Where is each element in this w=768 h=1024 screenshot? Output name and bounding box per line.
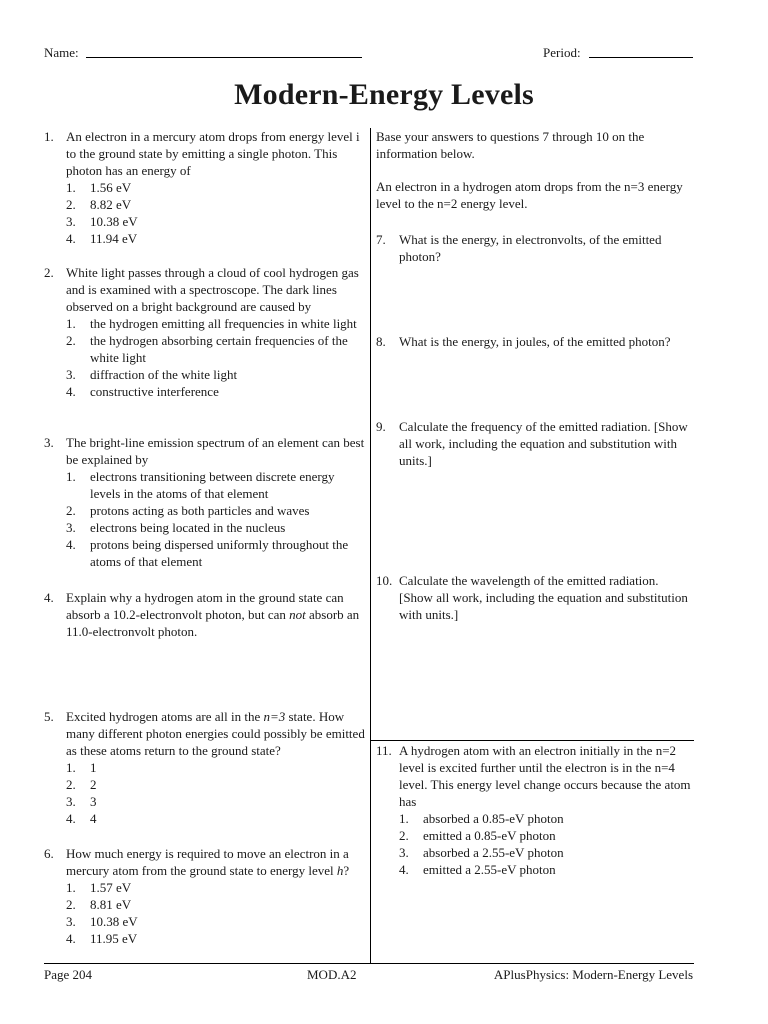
question-4 — [44, 589, 366, 640]
column-divider — [370, 128, 371, 963]
question-number: 8. — [376, 334, 386, 349]
question-9 — [376, 418, 694, 469]
answer-option[interactable]: 1. absorbed a 0.85-eV photon — [399, 811, 564, 826]
intro-scenario: An electron in a hydrogen atom drops from the n=3 energy level to the n=2 energy level. — [376, 179, 683, 211]
question-text: Explain why a hydrogen atom in the ground state can absorb a 10.2-electronvolt photon, but can not absorb an 11.0-electronvolt photon. — [66, 590, 360, 639]
answer-option[interactable]: 4. 4 — [66, 811, 97, 826]
question-text: A hydrogen atom with an electron initially in the n=2 level is excited further until the electron is in the n=4 level. This energy level change occurs because the atom has — [399, 743, 691, 809]
source-credit: APlusPhysics: Modern-Energy Levels — [493, 967, 693, 982]
answer-option[interactable]: 1. the hydrogen emitting all frequencies in white light — [66, 316, 357, 331]
answer-option[interactable]: 4. emitted a 2.55-eV photon — [399, 862, 556, 877]
answer-option[interactable]: 1. 1.56 eV — [66, 180, 132, 195]
question-number: 1. — [44, 129, 54, 144]
question-text: What is the energy, in electronvolts, of the emitted photon? — [399, 232, 662, 264]
answer-option[interactable]: 4. 11.95 eV — [66, 931, 138, 946]
question-number: 6. — [44, 846, 54, 861]
question-11 — [376, 742, 694, 878]
answer-option[interactable]: 3. 10.38 eV — [66, 214, 138, 229]
question-number: 3. — [44, 435, 54, 450]
name-label: Name: — [44, 45, 79, 60]
question-number: 11. — [376, 743, 392, 758]
question-text: White light passes through a cloud of cool hydrogen gas and is examined with a spectroscope. The dark lines observed on a bright background are caused by — [66, 265, 359, 314]
answer-option[interactable]: 2. protons acting as both particles and waves — [66, 503, 310, 518]
question-number: 7. — [376, 232, 386, 247]
question-text: Calculate the wavelength of the emitted radiation. [Show all work, including the equation and substitution with units.] — [399, 573, 688, 622]
answer-options — [66, 315, 366, 400]
answer-option[interactable]: 3. electrons being located in the nucleus — [66, 520, 286, 535]
answer-options — [66, 879, 366, 947]
answer-option[interactable]: 4. constructive interference — [66, 384, 219, 399]
footer-rule — [44, 963, 694, 964]
question-1 — [44, 128, 366, 247]
answer-options — [399, 810, 694, 878]
answer-option[interactable]: 2. 8.82 eV — [66, 197, 132, 212]
question-10 — [376, 572, 694, 623]
answer-option[interactable]: 2. emitted a 0.85-eV photon — [399, 828, 556, 843]
answer-option[interactable]: 1. electrons transitioning between discrete energy levels in the atoms of that element — [66, 469, 335, 501]
answer-options — [66, 179, 366, 247]
answer-option[interactable]: 3. diffraction of the white light — [66, 367, 238, 382]
answer-option[interactable]: 4. 11.94 eV — [66, 231, 138, 246]
page-number: Page 204 — [44, 967, 93, 982]
question-number: 4. — [44, 590, 54, 605]
answer-option[interactable]: 4. protons being dispersed uniformly throughout the atoms of that element — [66, 537, 349, 569]
answer-option[interactable]: 2. 8.81 eV — [66, 897, 132, 912]
question-text: How much energy is required to move an electron in a mercury atom from the ground state to energy level h? — [66, 846, 350, 878]
answer-option[interactable]: 1. 1 — [66, 760, 97, 775]
question-number: 10. — [376, 573, 393, 588]
answer-option[interactable]: 3. 10.38 eV — [66, 914, 138, 929]
question-text: Calculate the frequency of the emitted radiation. [Show all work, including the equation and substitution with units.] — [399, 419, 688, 468]
question-8 — [376, 333, 694, 350]
answer-options — [66, 759, 366, 827]
section-divider — [370, 740, 694, 741]
answer-option[interactable]: 2. 2 — [66, 777, 97, 792]
answer-option[interactable]: 2. the hydrogen absorbing certain frequencies of the white light — [66, 333, 348, 365]
answer-option[interactable]: 3. 3 — [66, 794, 97, 809]
question-number: 9. — [376, 419, 386, 434]
name-field[interactable] — [86, 57, 362, 58]
question-7 — [376, 231, 694, 265]
question-number: 2. — [44, 265, 54, 280]
answer-option[interactable]: 1. 1.57 eV — [66, 880, 132, 895]
question-text: What is the energy, in joules, of the emitted photon? — [399, 334, 671, 349]
intro-instructions: Base your answers to questions 7 through 10 on the information below. — [376, 129, 645, 161]
document-code: MOD.A2 — [307, 967, 357, 982]
period-field[interactable] — [589, 57, 693, 58]
question-text: An electron in a mercury atom drops from energy level i to the ground state by emitting a single photon. This photon has an energy of — [66, 129, 360, 178]
question-3 — [44, 434, 366, 570]
question-text: Excited hydrogen atoms are all in the n=3 state. How many different photon energies could possibly be emitted as these atoms return to the ground state? — [66, 709, 365, 758]
page-title: Modern-Energy Levels — [234, 78, 534, 111]
answer-option[interactable]: 3. absorbed a 2.55-eV photon — [399, 845, 564, 860]
question-2 — [44, 264, 366, 400]
answer-options — [66, 468, 366, 570]
question-number: 5. — [44, 709, 54, 724]
question-text: The bright-line emission spectrum of an element can best be explained by — [66, 435, 365, 467]
question-6 — [44, 845, 366, 947]
period-label: Period: — [543, 45, 581, 60]
question-5 — [44, 708, 366, 827]
